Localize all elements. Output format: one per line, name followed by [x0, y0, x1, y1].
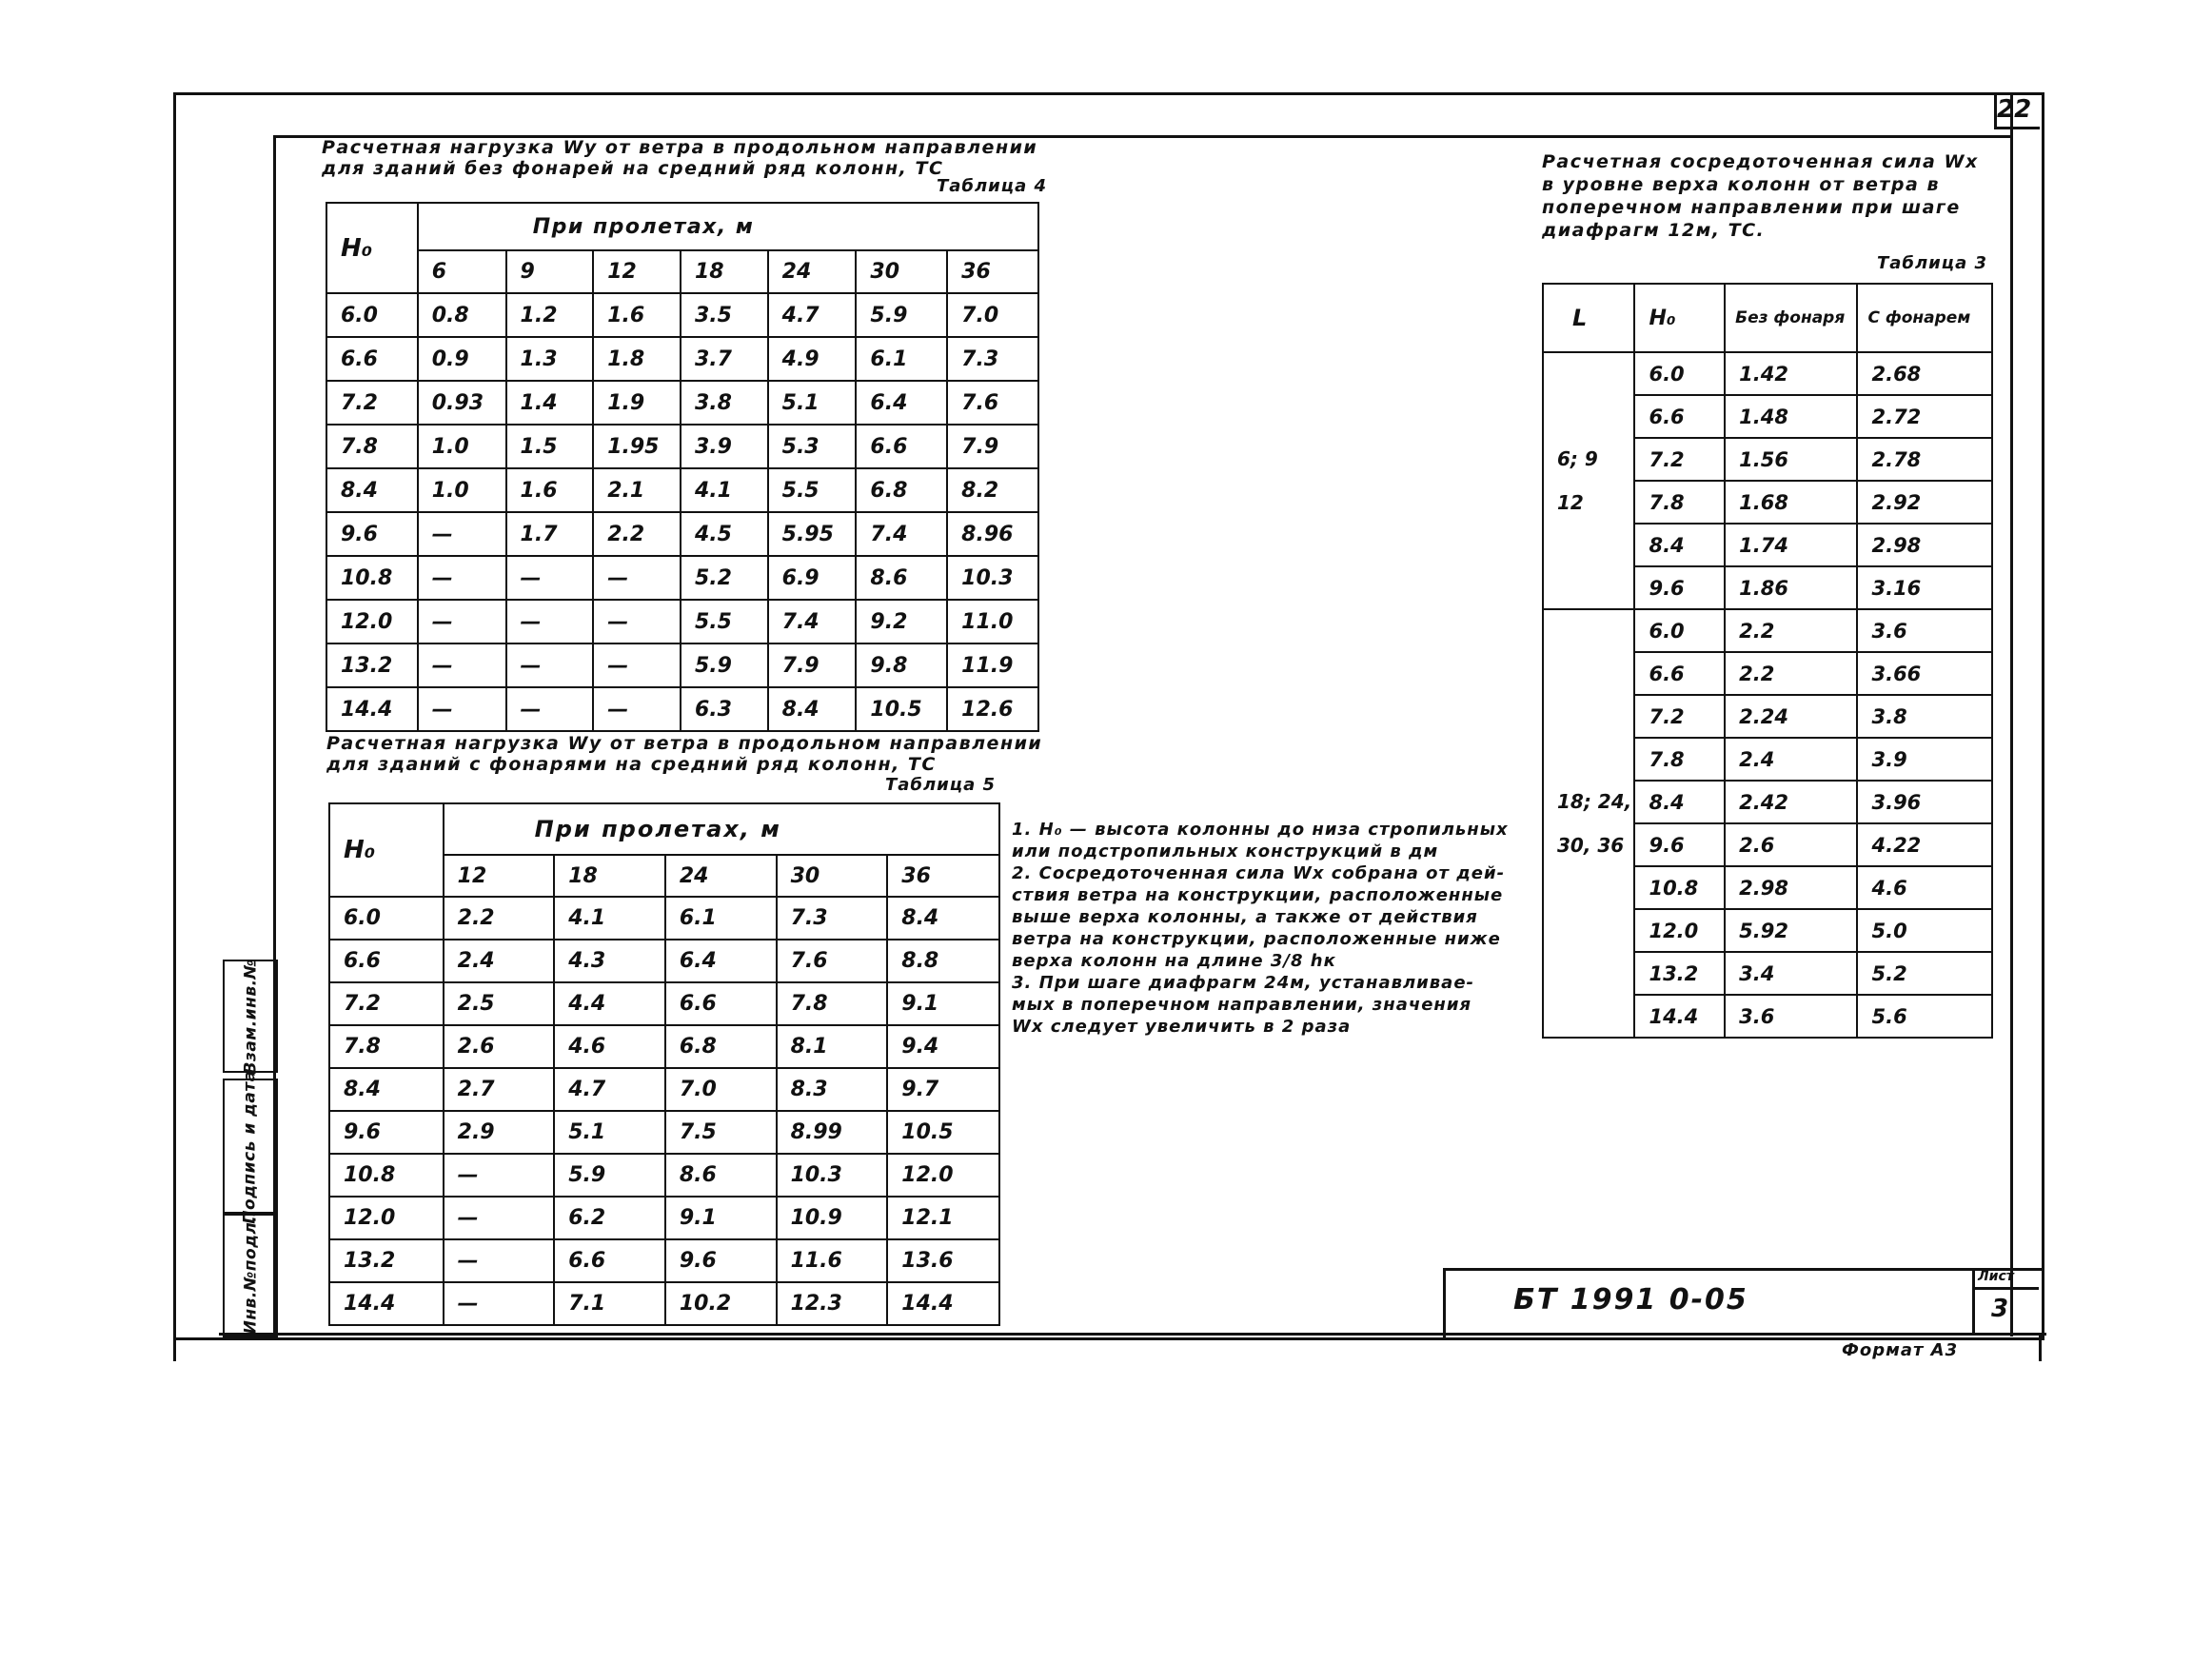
- table4-value-cell: 5.2: [681, 556, 768, 600]
- table4-value-cell: 4.7: [768, 293, 857, 337]
- table4-value-cell: 0.93: [418, 381, 506, 425]
- table4-value-cell: —: [418, 512, 506, 556]
- table4-value-cell: —: [506, 643, 594, 687]
- table4-value-cell: 8.4: [768, 687, 857, 731]
- table5-span: 12: [444, 855, 555, 897]
- table3-value-cell: 2.6: [1725, 823, 1857, 866]
- table4-row: [326, 643, 1038, 687]
- table3-h0-cell: 13.2: [1634, 952, 1725, 995]
- table4-value-cell: 3.9: [681, 425, 768, 468]
- table5-h0-cell: 12.0: [329, 1197, 444, 1239]
- table5-value-cell: 12.0: [887, 1154, 999, 1197]
- table3-value-cell: 1.42: [1725, 352, 1857, 395]
- table4-span: 9: [506, 250, 594, 293]
- table4-row: [326, 337, 1038, 381]
- table5-value-cell: 8.1: [777, 1025, 888, 1068]
- table3-value-cell: 2.68: [1857, 352, 1992, 395]
- table5-value-cell: 12.3: [777, 1282, 888, 1325]
- table4-value-cell: 7.4: [768, 600, 857, 643]
- table5-value-cell: 10.3: [777, 1154, 888, 1197]
- table4-value-cell: 1.95: [593, 425, 681, 468]
- table5-h0-cell: 8.4: [329, 1068, 444, 1111]
- table4-value-cell: 6.3: [681, 687, 768, 731]
- format-label: Формат А3: [1842, 1340, 1959, 1360]
- table3-value-cell: 3.9: [1857, 738, 1992, 781]
- table5-h0-cell: 10.8: [329, 1154, 444, 1197]
- table3-h0-cell: 10.8: [1634, 866, 1725, 909]
- left-tick: [173, 1333, 176, 1361]
- table3-h0-header: Н₀: [1634, 284, 1725, 352]
- table4-value-cell: —: [506, 687, 594, 731]
- table4-h0-cell: 14.4: [326, 687, 418, 731]
- notes: [1012, 819, 1516, 1038]
- table5-value-cell: 7.8: [777, 982, 888, 1025]
- table4-value-cell: —: [506, 600, 594, 643]
- table4-h0-cell: 7.8: [326, 425, 418, 468]
- table4-value-cell: 11.9: [947, 643, 1038, 687]
- stamp-inv-original: Инв.№подл.: [223, 1212, 278, 1337]
- table5-value-cell: 5.9: [554, 1154, 665, 1197]
- table5-value-cell: 2.9: [444, 1111, 555, 1154]
- table4-value-cell: 1.0: [418, 468, 506, 512]
- table4-value-cell: 5.5: [768, 468, 857, 512]
- table4-value-cell: 4.9: [768, 337, 857, 381]
- table4-spans-row: [326, 250, 1038, 293]
- table4-h0-cell: 13.2: [326, 643, 418, 687]
- table5-value-cell: 8.6: [665, 1154, 777, 1197]
- table4-value-cell: 3.8: [681, 381, 768, 425]
- table5-row: [329, 1068, 999, 1111]
- table4-span: 6: [418, 250, 506, 293]
- table5-row: [329, 1111, 999, 1154]
- table4-value-cell: 5.3: [768, 425, 857, 468]
- table5-span: 24: [665, 855, 777, 897]
- table5-value-cell: 9.6: [665, 1239, 777, 1282]
- sheet-box: [1972, 1268, 1975, 1335]
- table4-value-cell: 7.0: [947, 293, 1038, 337]
- stamp-replace-inv: Взам.инв.№: [223, 960, 278, 1073]
- table4-label: Таблица 4: [937, 176, 1048, 196]
- table5-value-cell: 4.3: [554, 940, 665, 982]
- table4-value-cell: —: [418, 600, 506, 643]
- table5-value-cell: 12.1: [887, 1197, 999, 1239]
- table4-row: [326, 381, 1038, 425]
- table3-value-cell: 2.98: [1725, 866, 1857, 909]
- table5-span: 30: [777, 855, 888, 897]
- table3-h0-cell: 12.0: [1634, 909, 1725, 952]
- table4-h0-cell: 8.4: [326, 468, 418, 512]
- table3-L-label: 18; 24,: [1557, 790, 1632, 813]
- table5-value-cell: 2.7: [444, 1068, 555, 1111]
- table3-h0-cell: 9.6: [1634, 566, 1725, 609]
- table5-h0-cell: 9.6: [329, 1111, 444, 1154]
- table4-value-cell: —: [593, 643, 681, 687]
- table4-value-cell: 9.2: [856, 600, 947, 643]
- table3-value-cell: 2.78: [1857, 438, 1992, 481]
- table3: [1542, 283, 1993, 1039]
- table5-value-cell: 10.2: [665, 1282, 777, 1325]
- table3-h0-cell: 6.6: [1634, 652, 1725, 695]
- table5-value-cell: 7.6: [777, 940, 888, 982]
- table4-value-cell: 5.95: [768, 512, 857, 556]
- table4-value-cell: 1.3: [506, 337, 594, 381]
- note-2-line: 2. Сосредоточенная сила Wx собрана от дей-: [1012, 863, 1506, 883]
- table3-h0-cell: 6.0: [1634, 609, 1725, 652]
- table5-row: [329, 982, 999, 1025]
- table4: [326, 202, 1039, 732]
- table3-value-cell: 3.6: [1857, 609, 1992, 652]
- table4-value-cell: 5.5: [681, 600, 768, 643]
- table4-h0-cell: 7.2: [326, 381, 418, 425]
- table3-value-cell: 5.2: [1857, 952, 1992, 995]
- table5-h0-cell: 6.0: [329, 897, 444, 940]
- table3-value-cell: 2.42: [1725, 781, 1857, 823]
- table4-span: 18: [681, 250, 768, 293]
- table3-value-cell: 2.24: [1725, 695, 1857, 738]
- table5-value-cell: 6.6: [665, 982, 777, 1025]
- table4-row: [326, 600, 1038, 643]
- table3-h0-cell: 7.2: [1634, 695, 1725, 738]
- table4-value-cell: 11.0: [947, 600, 1038, 643]
- table4-row: [326, 425, 1038, 468]
- table5-value-cell: —: [444, 1154, 555, 1197]
- table3-h0-cell: 7.2: [1634, 438, 1725, 481]
- table3-value-cell: 2.2: [1725, 652, 1857, 695]
- table5-value-cell: 8.8: [887, 940, 999, 982]
- table3-value-cell: 4.6: [1857, 866, 1992, 909]
- table5-value-cell: 4.7: [554, 1068, 665, 1111]
- table4-value-cell: 12.6: [947, 687, 1038, 731]
- table5-h0-cell: 7.2: [329, 982, 444, 1025]
- table4-value-cell: 5.1: [768, 381, 857, 425]
- note-3-line: мых в поперечном направлении, значения: [1012, 995, 1472, 1015]
- table4-h0-cell: 9.6: [326, 512, 418, 556]
- table5-span: 36: [887, 855, 999, 897]
- table3-value-cell: 1.74: [1725, 524, 1857, 566]
- table3-value-cell: 1.48: [1725, 395, 1857, 438]
- table3-L-label: 30, 36: [1557, 834, 1625, 857]
- table3-value-cell: 3.16: [1857, 566, 1992, 609]
- table5-value-cell: 8.99: [777, 1111, 888, 1154]
- table3-L-label: 12: [1557, 491, 1584, 514]
- table5-value-cell: —: [444, 1197, 555, 1239]
- table4-value-cell: 1.2: [506, 293, 594, 337]
- table4-value-cell: 6.1: [856, 337, 947, 381]
- table4-value-cell: 6.8: [856, 468, 947, 512]
- top-sheet-number: 22: [1997, 95, 2032, 124]
- table4-value-cell: 7.6: [947, 381, 1038, 425]
- table4-row: [326, 468, 1038, 512]
- table4-row: [326, 556, 1038, 600]
- table5-value-cell: 6.2: [554, 1197, 665, 1239]
- note-2-line: ствия ветра на конструкции, расположенные: [1012, 885, 1504, 905]
- table5-value-cell: 6.1: [665, 897, 777, 940]
- table4-value-cell: 3.7: [681, 337, 768, 381]
- table5-value-cell: 6.4: [665, 940, 777, 982]
- table3-L-label: 6; 9: [1557, 447, 1598, 470]
- table5-row: [329, 1025, 999, 1068]
- note-2-line: верха колонн на длине 3/8 hк: [1012, 951, 1336, 971]
- table5-h0-cell: 7.8: [329, 1025, 444, 1068]
- table5-h0-header: Н₀: [329, 803, 444, 897]
- table4-value-cell: 10.5: [856, 687, 947, 731]
- table5-row: [329, 897, 999, 940]
- table5-value-cell: 8.3: [777, 1068, 888, 1111]
- table5-value-cell: 9.1: [665, 1197, 777, 1239]
- table5-value-cell: 2.2: [444, 897, 555, 940]
- table4-span: 36: [947, 250, 1038, 293]
- table4-row: [326, 687, 1038, 731]
- note-2-line: выше верха колонны, а также от действия: [1012, 907, 1478, 927]
- table4-span: 30: [856, 250, 947, 293]
- table4-value-cell: —: [418, 687, 506, 731]
- table5-h0-cell: 6.6: [329, 940, 444, 982]
- table5-value-cell: 11.6: [777, 1239, 888, 1282]
- table3-value-cell: 1.56: [1725, 438, 1857, 481]
- table5-value-cell: 9.1: [887, 982, 999, 1025]
- table4-value-cell: 8.6: [856, 556, 947, 600]
- table5-value-cell: —: [444, 1282, 555, 1325]
- table5-value-cell: 9.4: [887, 1025, 999, 1068]
- table3-lantern-header: С фонарем: [1857, 284, 1992, 352]
- table4-title: Расчетная нагрузка Wy от ветра в продольном направлении для зданий без фонарей на средний ряд колонн, ТС: [322, 137, 1038, 179]
- table4-value-cell: 6.9: [768, 556, 857, 600]
- table3-L-group: [1543, 609, 1634, 1038]
- table5-value-cell: 10.5: [887, 1111, 999, 1154]
- table5-h0-cell: 14.4: [329, 1282, 444, 1325]
- table3-title: Расчетная сосредоточенная сила Wx в уровне верха колонн от ветра в поперечном направлении при шаге диафрагм 12м, ТС.: [1542, 151, 1979, 241]
- table3-h0-cell: 8.4: [1634, 781, 1725, 823]
- table4-value-cell: 3.5: [681, 293, 768, 337]
- table4-value-cell: 4.1: [681, 468, 768, 512]
- note-3-line: Wx следует увеличить в 2 раза: [1012, 1017, 1352, 1037]
- table5-title: Расчетная нагрузка Wy от ветра в продольном направлении для зданий с фонарями на средний ряд колонн, ТС: [326, 733, 1043, 775]
- table4-value-cell: 1.4: [506, 381, 594, 425]
- table4-value-cell: 8.2: [947, 468, 1038, 512]
- table4-value-cell: —: [593, 556, 681, 600]
- table5-row: [329, 1154, 999, 1197]
- table4-row: [326, 512, 1038, 556]
- table4-value-cell: 1.7: [506, 512, 594, 556]
- table3-h0-cell: 6.0: [1634, 352, 1725, 395]
- table3-h0-cell: 14.4: [1634, 995, 1725, 1038]
- table5-value-cell: 4.4: [554, 982, 665, 1025]
- table5-row: [329, 940, 999, 982]
- note-1-line: 1. Н₀ — высота колонны до низа стропильных: [1012, 820, 1509, 840]
- table4-value-cell: 6.6: [856, 425, 947, 468]
- table5-row: [329, 1239, 999, 1282]
- table5-value-cell: 14.4: [887, 1282, 999, 1325]
- table4-row: [326, 293, 1038, 337]
- table4-value-cell: 6.4: [856, 381, 947, 425]
- table5-value-cell: 2.4: [444, 940, 555, 982]
- table3-value-cell: 1.68: [1725, 481, 1857, 524]
- table5-row: [329, 1197, 999, 1239]
- table5-value-cell: 10.9: [777, 1197, 888, 1239]
- table3-value-cell: 5.0: [1857, 909, 1992, 952]
- table5-value-cell: 2.5: [444, 982, 555, 1025]
- table5-value-cell: 4.1: [554, 897, 665, 940]
- table4-h0-cell: 6.6: [326, 337, 418, 381]
- note-2-line: ветра на конструкции, расположенные ниже: [1012, 929, 1501, 949]
- table4-value-cell: 7.9: [947, 425, 1038, 468]
- table3-value-cell: 3.8: [1857, 695, 1992, 738]
- table5-value-cell: 2.6: [444, 1025, 555, 1068]
- table4-value-cell: 1.6: [506, 468, 594, 512]
- table4-value-cell: 0.8: [418, 293, 506, 337]
- table5-value-cell: 6.8: [665, 1025, 777, 1068]
- table4-value-cell: 1.8: [593, 337, 681, 381]
- table4-value-cell: 9.8: [856, 643, 947, 687]
- sheet-number: 3: [1991, 1295, 2009, 1323]
- table5-value-cell: —: [444, 1239, 555, 1282]
- table5-value-cell: 6.6: [554, 1239, 665, 1282]
- table4-value-cell: 10.3: [947, 556, 1038, 600]
- table3-no-lantern-header: Без фонаря: [1725, 284, 1857, 352]
- table3-value-cell: 1.86: [1725, 566, 1857, 609]
- table5-row: [329, 1282, 999, 1325]
- table5-value-cell: 7.1: [554, 1282, 665, 1325]
- table5-value-cell: 13.6: [887, 1239, 999, 1282]
- table4-value-cell: 7.4: [856, 512, 947, 556]
- table4-h0-header: Н₀: [326, 203, 418, 293]
- table4-value-cell: 2.1: [593, 468, 681, 512]
- table4-value-cell: —: [593, 687, 681, 731]
- table5: [328, 802, 1000, 1326]
- table3-value-cell: 4.22: [1857, 823, 1992, 866]
- table3-value-cell: 3.66: [1857, 652, 1992, 695]
- table4-value-cell: 7.3: [947, 337, 1038, 381]
- table3-row: [1543, 352, 1992, 395]
- table4-h0-cell: 12.0: [326, 600, 418, 643]
- table4-span: 12: [593, 250, 681, 293]
- note-3-line: 3. При шаге диафрагм 24м, устанавливае-: [1012, 973, 1475, 993]
- table5-value-cell: 5.1: [554, 1111, 665, 1154]
- table3-value-cell: 5.6: [1857, 995, 1992, 1038]
- table4-value-cell: —: [506, 556, 594, 600]
- table5-value-cell: 7.0: [665, 1068, 777, 1111]
- table3-h0-cell: 8.4: [1634, 524, 1725, 566]
- table4-value-cell: 5.9: [681, 643, 768, 687]
- table4-value-cell: 1.9: [593, 381, 681, 425]
- stamp-signature-date: Подпись и дата: [223, 1079, 278, 1216]
- table3-value-cell: 2.2: [1725, 609, 1857, 652]
- table3-L-group: [1543, 352, 1634, 609]
- table3-L-header: L: [1543, 284, 1634, 352]
- table3-value-cell: 2.4: [1725, 738, 1857, 781]
- table4-value-cell: 4.5: [681, 512, 768, 556]
- table4-value-cell: 1.5: [506, 425, 594, 468]
- table5-value-cell: 7.5: [665, 1111, 777, 1154]
- note-1-line: или подстропильных конструкций в дм: [1012, 841, 1439, 861]
- table4-h0-cell: 6.0: [326, 293, 418, 337]
- table5-span: 18: [554, 855, 665, 897]
- table3-value-cell: 3.4: [1725, 952, 1857, 995]
- table4-value-cell: —: [593, 600, 681, 643]
- table4-value-cell: 0.9: [418, 337, 506, 381]
- table3-h0-cell: 9.6: [1634, 823, 1725, 866]
- table4-value-cell: 1.0: [418, 425, 506, 468]
- table5-span-header: При пролетах, м: [444, 803, 999, 855]
- table5-value-cell: 8.4: [887, 897, 999, 940]
- sheet-box-divider: [1972, 1287, 2039, 1290]
- right-inner-line: [2010, 92, 2013, 1336]
- table3-value-cell: 2.92: [1857, 481, 1992, 524]
- table4-value-cell: —: [418, 643, 506, 687]
- table3-h0-cell: 7.8: [1634, 481, 1725, 524]
- table5-label: Таблица 5: [885, 775, 997, 795]
- table3-h0-cell: 6.6: [1634, 395, 1725, 438]
- document-code: БТ 1991 0-05: [1513, 1283, 1748, 1317]
- table4-value-cell: 5.9: [856, 293, 947, 337]
- table3-value-cell: 5.92: [1725, 909, 1857, 952]
- table4-span-header: При пролетах, м: [418, 203, 1038, 250]
- table4-value-cell: 1.6: [593, 293, 681, 337]
- sheet-label: Лист: [1978, 1269, 2014, 1284]
- table5-value-cell: 9.7: [887, 1068, 999, 1111]
- table3-value-cell: 2.72: [1857, 395, 1992, 438]
- table5-value-cell: 7.3: [777, 897, 888, 940]
- table3-value-cell: 3.96: [1857, 781, 1992, 823]
- table3-label: Таблица 3: [1877, 253, 1988, 273]
- table4-value-cell: —: [418, 556, 506, 600]
- table5-h0-cell: 13.2: [329, 1239, 444, 1282]
- table3-value-cell: 3.6: [1725, 995, 1857, 1038]
- table5-value-cell: 4.6: [554, 1025, 665, 1068]
- table4-value-cell: 8.96: [947, 512, 1038, 556]
- table4-value-cell: 2.2: [593, 512, 681, 556]
- table4-value-cell: 7.9: [768, 643, 857, 687]
- table4-span: 24: [768, 250, 857, 293]
- table3-row: [1543, 609, 1992, 652]
- table3-value-cell: 2.98: [1857, 524, 1992, 566]
- table4-h0-cell: 10.8: [326, 556, 418, 600]
- table3-h0-cell: 7.8: [1634, 738, 1725, 781]
